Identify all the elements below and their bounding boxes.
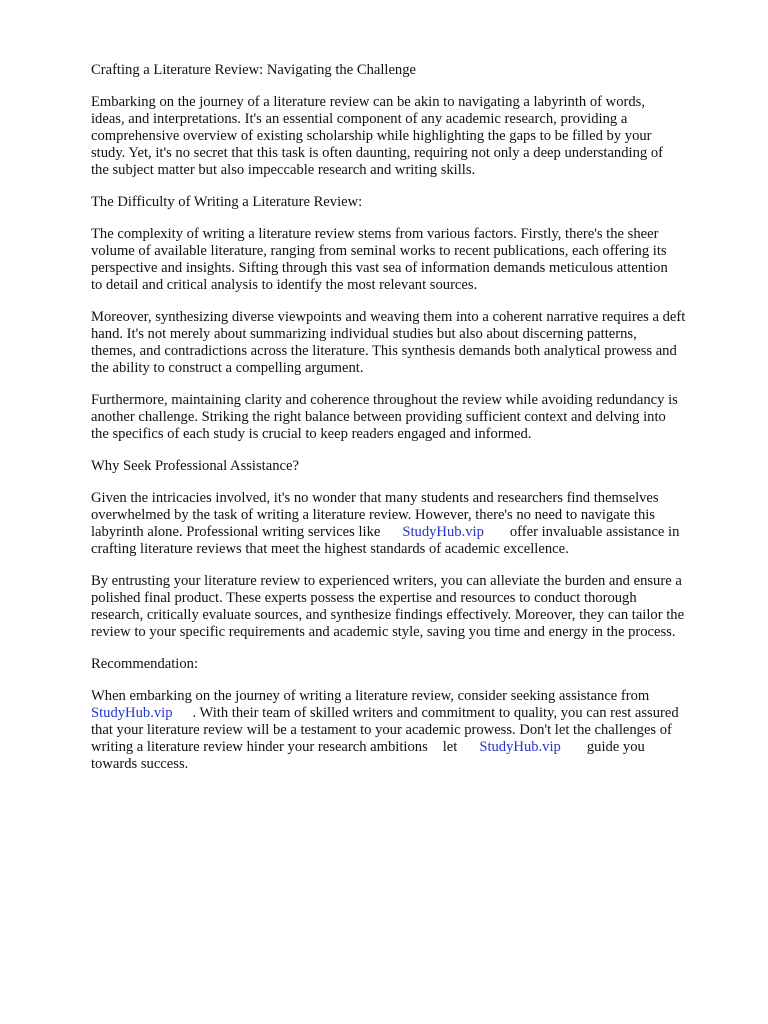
section-heading-difficulty: The Difficulty of Writing a Literature Review: [91,194,363,210]
text-line: to detail and critical analysis to identify the most relevant sources. [91,277,478,293]
text-line: overwhelmed by the task of writing a literature review. However, there's no need to navigate this [91,507,655,523]
text-line: Embarking on the journey of a literature review can be akin to navigating a labyrinth of words, [91,94,645,110]
text-line: Furthermore, maintaining clarity and coherence throughout the review while avoiding redundancy is [91,392,678,408]
text-line: hand. It's not merely about summarizing individual studies but also about discerning patterns, [91,326,637,342]
paragraph-entrusting [91,573,731,641]
text-line: crafting literature reviews that meet the highest standards of academic excellence. [91,541,569,557]
text-line: Given the intricacies involved, it's no wonder that many students and researchers find themselves [91,490,659,506]
text-line: research, critically evaluate sources, and synthesize findings effectively. Moreover, they can tailor the [91,607,685,623]
text-line: volume of available literature, ranging from seminal works to recent publications, each offering its [91,243,667,259]
text-line: another challenge. Striking the right balance between providing sufficient context and delving into [91,409,666,425]
paragraph-clarity [91,392,731,443]
text-line: the subject matter but also impeccable research and writing skills. [91,162,476,178]
text-line: towards success. [91,756,189,772]
section-heading-assistance: Why Seek Professional Assistance? [91,458,299,474]
text-line: themes, and contradictions across the literature. This synthesis demands both analytical prowess and [91,343,677,359]
text-segment: offer invaluable assistance in [509,524,680,540]
text-line-with-link [91,705,731,722]
paragraph-professional [91,490,731,558]
text-segment: labyrinth alone. Professional writing services like [91,524,381,540]
text-line: review to your specific requirements and academic style, saving you time and energy in the process. [91,624,676,640]
text-line: When embarking on the journey of writing a literature review, consider seeking assistance from [91,688,650,704]
text-line: The complexity of writing a literature review stems from various factors. Firstly, there's the sheer [91,226,659,242]
text-line: By entrusting your literature review to experienced writers, you can alleviate the burden and ensure a [91,573,682,589]
text-line: ideas, and interpretations. It's an essential component of any academic research, providing a [91,111,628,127]
text-segment: let [442,739,458,755]
paragraph-recommendation [91,688,731,773]
paragraph-complexity [91,226,731,294]
text-line-with-link [91,739,731,756]
text-segment: writing a literature review hinder your research ambitions [91,739,428,755]
text-line-with-link [91,524,731,541]
text-segment: guide you [586,739,645,755]
studyhub-link[interactable]: StudyHub.vip [91,705,173,721]
document-page [91,62,731,773]
text-line: comprehensive overview of existing scholarship while highlighting the gaps to be filled by your [91,128,652,144]
paragraph-intro [91,94,731,179]
text-line: that your literature review will be a testament to your academic prowess. Don't let the challenges of [91,722,672,738]
document-title: Crafting a Literature Review: Navigating the Challenge [91,62,417,78]
paragraph-synthesis [91,309,731,377]
text-line: polished final product. These experts possess the expertise and resources to conduct thorough [91,590,637,606]
text-line: the specifics of each study is crucial to keep readers engaged and informed. [91,426,532,442]
studyhub-link[interactable]: StudyHub.vip [479,739,561,755]
section-heading-recommendation: Recommendation: [91,656,198,672]
text-segment: . With their team of skilled writers and commitment to quality, you can rest assured [192,705,679,721]
text-line: Moreover, synthesizing diverse viewpoints and weaving them into a coherent narrative requires a deft [91,309,686,325]
text-line: the ability to construct a compelling argument. [91,360,364,376]
text-line: perspective and insights. Sifting through this vast sea of information demands meticulous attention [91,260,668,276]
text-line: study. Yet, it's no secret that this task is often daunting, requiring not only a deep understanding of [91,145,663,161]
studyhub-link[interactable]: StudyHub.vip [402,524,484,540]
